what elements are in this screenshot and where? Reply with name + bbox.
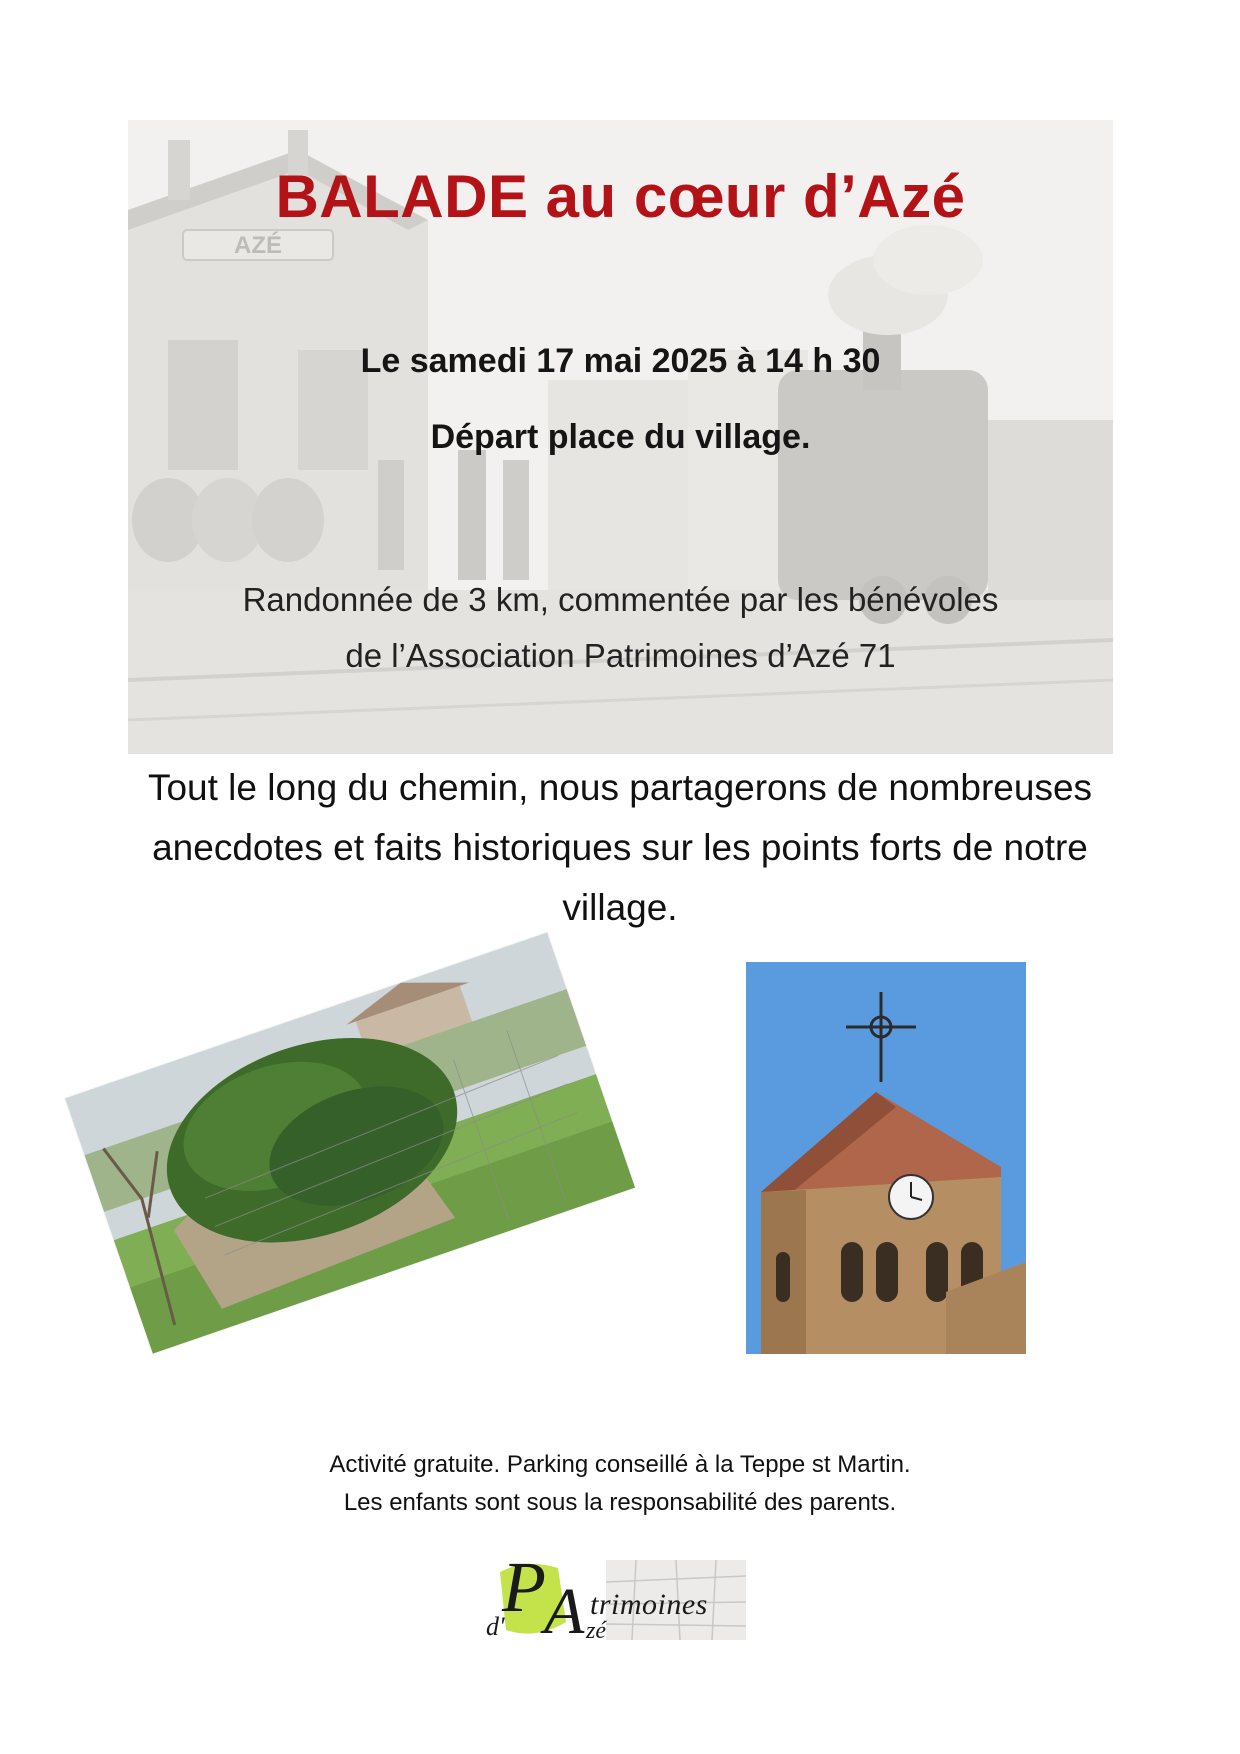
ivy-covered-wall-photo — [65, 932, 635, 1353]
practical-info-line: Les enfants sont sous la responsabilité des parents. — [343, 1489, 897, 1516]
logo-word-trimoines: trimoines — [590, 1588, 708, 1621]
intro-line: Tout le long du chemin, nous partagerons de nombreuses — [147, 767, 1093, 808]
hero-banner — [128, 120, 1113, 754]
hike-description-line: Randonnée de 3 km, commentée par les bénévoles — [242, 581, 999, 618]
practical-info-line: Activité gratuite. Parking conseillé à la Teppe st Martin. — [329, 1451, 911, 1478]
intro-line: anecdotes et faits historiques sur les points forts de notre — [152, 827, 1088, 868]
church-bell-tower-photo — [746, 962, 1026, 1354]
event-date: Le samedi 17 mai 2025 à 14 h 30 — [360, 342, 881, 380]
logo-letter-a: A — [544, 1575, 585, 1648]
intro-line: village. — [562, 887, 678, 928]
logo-letter-p: P — [502, 1547, 546, 1627]
intro-paragraph — [90, 758, 1150, 938]
patrimoines-daze-logo — [486, 1547, 756, 1650]
flyer-title: BALADE au cœur d’Azé — [275, 163, 966, 230]
hike-description — [128, 572, 1113, 684]
station-sign: AZÉ — [234, 232, 282, 259]
hike-description-line: de l’Association Patrimoines d’Azé 71 — [345, 637, 896, 674]
departure-location: Départ place du village. — [430, 418, 811, 456]
logo-prefix-d: d' — [486, 1612, 505, 1641]
practical-info — [0, 1446, 1240, 1522]
logo-word-ze: zé — [586, 1618, 606, 1644]
